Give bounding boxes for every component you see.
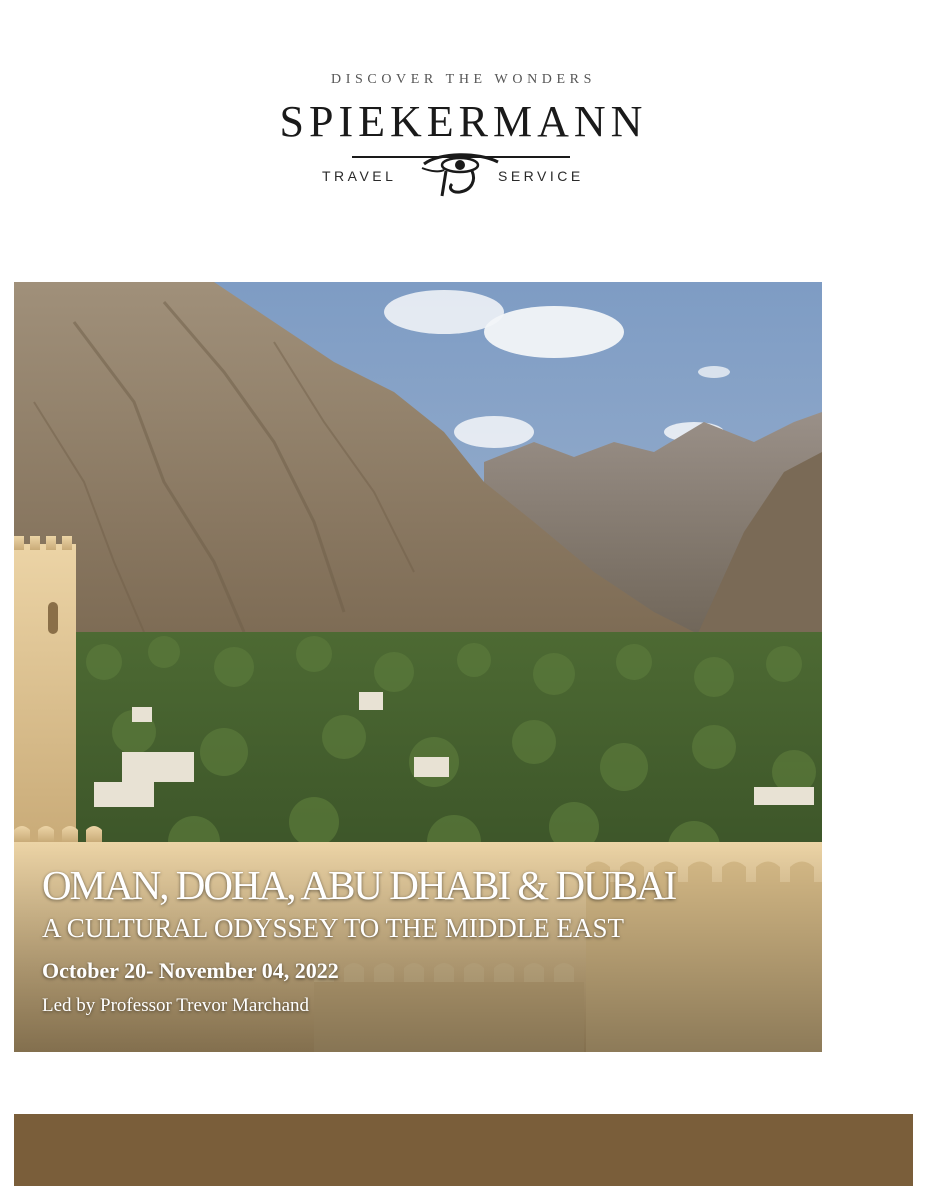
logo-tagline: DISCOVER THE WONDERS: [331, 72, 596, 87]
tour-leader: Led by Professor Trevor Marchand: [42, 995, 310, 1016]
logo-sub-right: SERVICE: [498, 168, 584, 184]
tour-title: OMAN, DOHA, ABU DHABI & DUBAI: [42, 862, 676, 908]
footer-color-band: [14, 1114, 913, 1186]
hero-image: [14, 282, 822, 1052]
hero-text-block: [42, 862, 822, 1018]
tour-dates: October 20- November 04, 2022: [42, 958, 339, 983]
eye-of-horus-icon: [416, 150, 506, 202]
logo-brand-name: SPIEKERMANN: [279, 97, 648, 146]
logo-sub-left: TRAVEL: [322, 168, 397, 184]
brand-logo: [0, 0, 927, 210]
tour-subtitle: A CULTURAL ODYSSEY TO THE MIDDLE EAST: [42, 913, 625, 943]
